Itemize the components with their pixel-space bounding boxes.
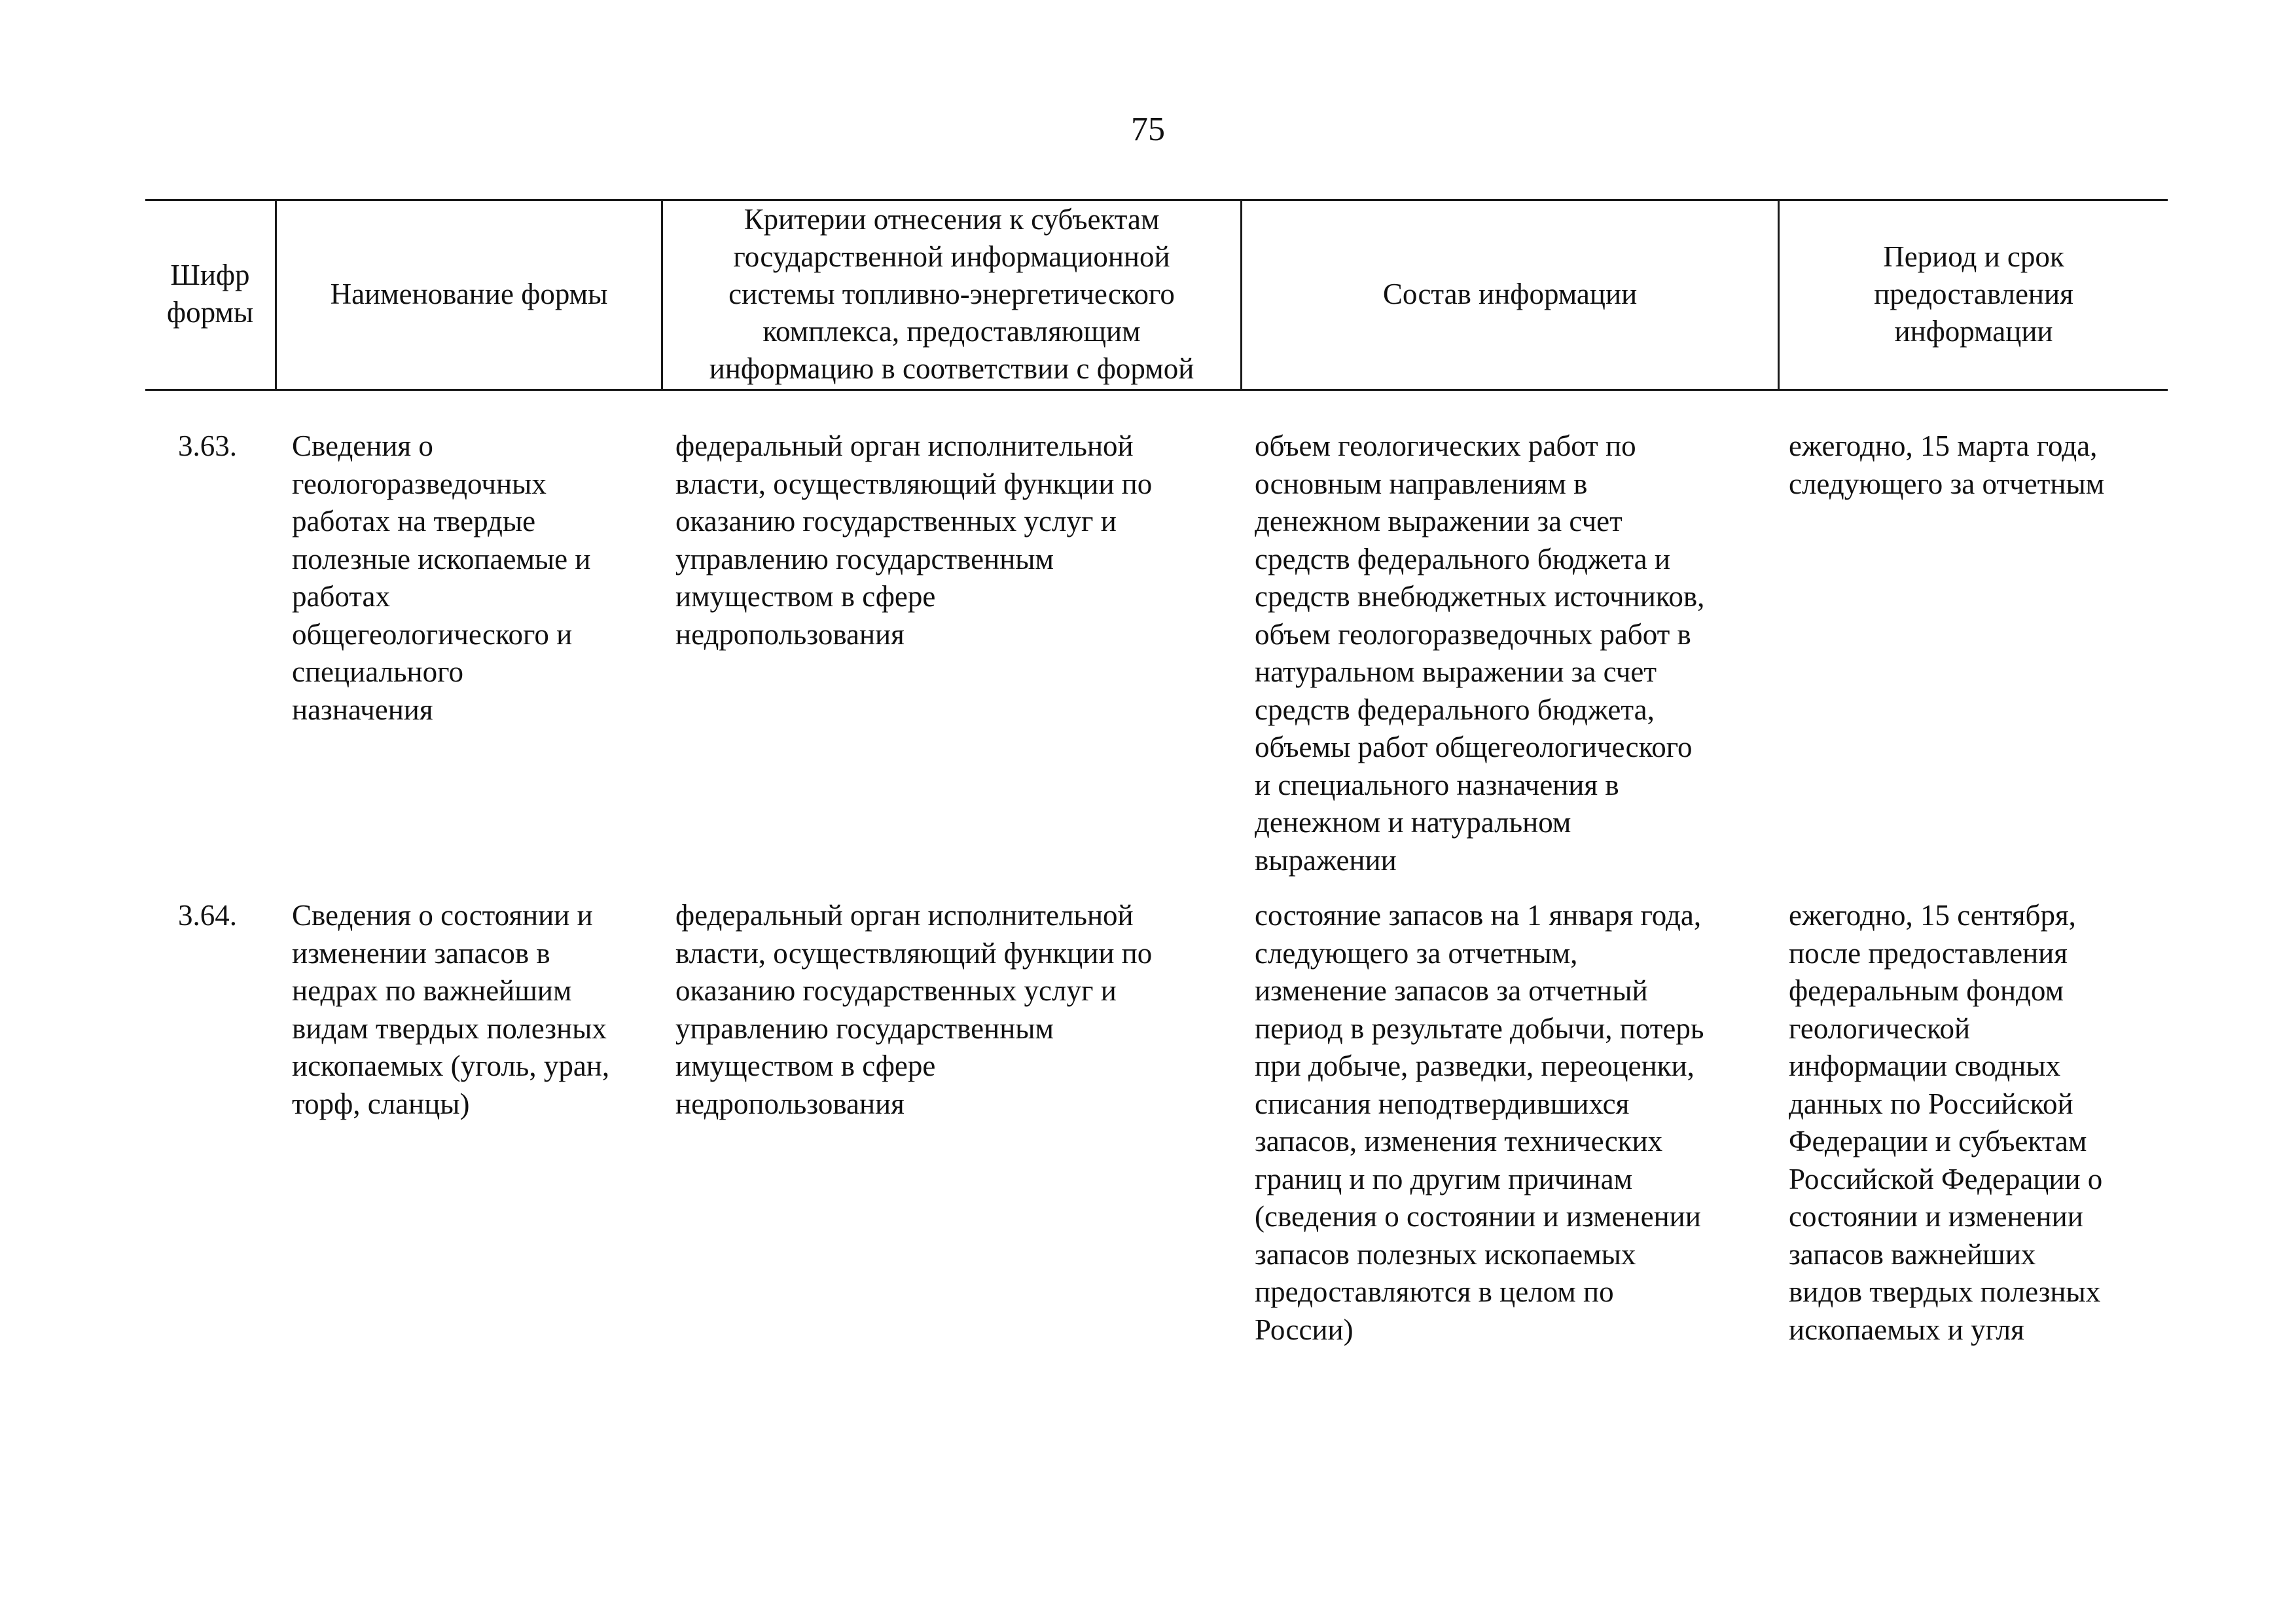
row-code: 3.64. <box>178 899 237 932</box>
header-composition: Состав информации <box>1382 277 1638 310</box>
header-name: Наименование формы <box>330 277 608 310</box>
row-name: Сведения о геологоразведочных работах на твердые полезные ископаемые и работах общегеологического и специального назначения <box>292 429 591 726</box>
table-header-bottom-rule <box>145 389 2168 391</box>
row-name: Сведения о состоянии и изменении запасов в недрах по важнейшим видам твердых полезных ископаемых (уголь, уран, торф, сланцы) <box>292 899 610 1120</box>
row-composition: состояние запасов на 1 января года, следующего за отчетным, изменение запасов за отчетный период в результате добычи, потерь при добыче, разведки, переоценки, списания неподтвердившихся запасов, изменения технических границ и по другим причинам (сведения о состоянии и изменении запасов полезных ископаемых предоставляются в целом по России) <box>1255 899 1704 1346</box>
row-criteria: федеральный орган исполнительной власти, осуществляющий функции по оказанию государственных услуг и управлению государственным имуществом в сфере недропользования <box>675 429 1153 651</box>
row-criteria: федеральный орган исполнительной власти, осуществляющий функции по оказанию государственных услуг и управлению государственным имуществом в сфере недропользования <box>675 899 1153 1120</box>
header-code: Шифр формы <box>166 259 254 329</box>
header-period: Период и срок предоставления информации <box>1874 240 2073 348</box>
row-period: ежегодно, 15 сентября, после предоставления федеральным фондом геологической информации сводных данных по Российской Федерации и субъектам Российской Федерации о состоянии и изменении запасов важнейших видов твердых полезных ископаемых и угля <box>1789 899 2103 1346</box>
header-criteria: Критерии отнесения к субъектам государственной информационной системы топливно-энергетического комплекса, предоставляющим информацию в соответствии с формой <box>709 202 1194 385</box>
page-number: 75 <box>1131 111 1165 148</box>
row-period: ежегодно, 15 марта года, следующего за отчетным <box>1789 429 2105 500</box>
row-code: 3.63. <box>178 429 237 462</box>
row-composition: объем геологических работ по основным направлениям в денежном выражении за счет средств федерального бюджета и средств внебюджетных источников, объем геологоразведочных работ в натуральном выражении за счет средств федерального бюджета, объемы работ общегеологического и специального назначения в денежном и натуральном выражении <box>1255 429 1705 877</box>
